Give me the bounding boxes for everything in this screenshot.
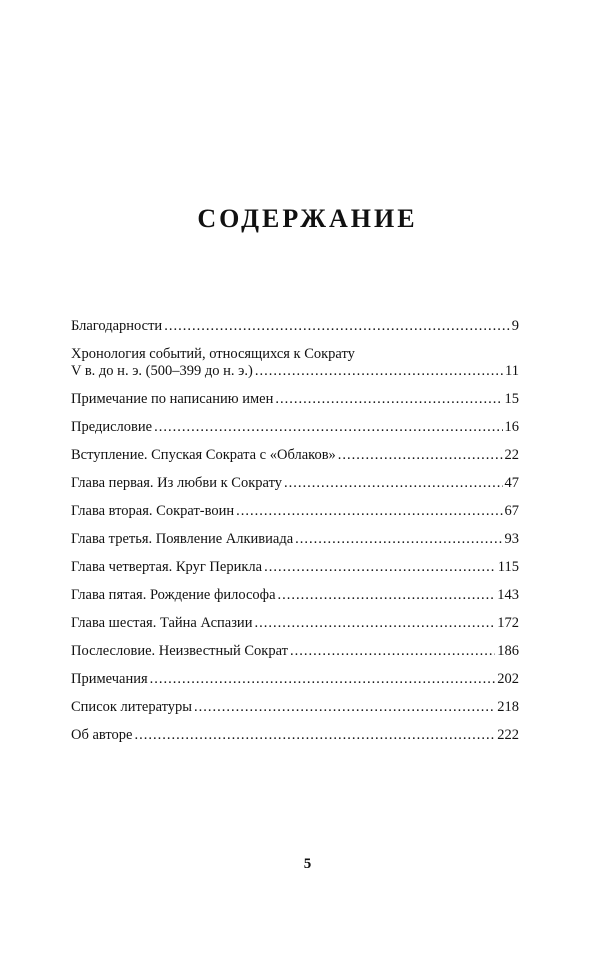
toc-entry-page: 143 [497,587,519,603]
toc-entry [71,475,519,492]
toc-entry-label: Глава первая. Из любви к Сократу [71,475,282,491]
dot-leader [164,318,510,335]
toc-entry [71,419,519,436]
toc-entry-page: 222 [497,727,519,743]
toc-entry-label: Примечание по написанию имен [71,391,274,407]
toc-entry-page: 186 [497,643,519,659]
toc-entry-label: Примечания [71,671,148,687]
toc-entry-label: Глава шестая. Тайна Аспазии [71,615,253,631]
toc-entry [71,447,519,464]
dot-leader [264,559,496,576]
toc-entry-label: Предисловие [71,419,153,435]
toc-entry-label: Глава вторая. Сократ-воин [71,503,235,519]
toc-entry [71,671,519,688]
dot-leader [254,615,495,632]
toc-entry [71,615,519,632]
dot-leader [150,671,496,688]
toc-entry [71,346,519,380]
dot-leader [134,727,495,744]
dot-leader [295,531,502,548]
toc-entry-page: 11 [505,363,519,379]
toc-entry [71,318,519,335]
toc-entry-label: Об авторе [71,727,133,743]
dot-leader [236,503,502,520]
toc-entry [71,643,519,660]
toc-entry-page: 202 [497,671,519,687]
toc-entry [71,727,519,744]
toc-entry [71,391,519,408]
dot-leader [338,447,503,464]
toc-entry [71,587,519,604]
toc-entry-label: V в. до н. э. (500–399 до н. э.) [71,363,253,379]
toc-entry-label-first-line: Хронология событий, относящихся к Сократу [71,346,355,362]
toc-entry-label: Послесловие. Неизвестный Сократ [71,643,288,659]
toc-entry-page: 22 [504,447,519,463]
toc-entry-page: 16 [504,419,519,435]
toc-entry-page: 115 [497,559,519,575]
toc-entry [71,699,519,716]
toc-entry [71,559,519,576]
toc-entry-page: 47 [504,475,519,491]
toc-entry-page: 218 [497,699,519,715]
page-number: 5 [303,856,312,872]
dot-leader [194,699,495,716]
dot-leader [154,419,502,436]
dot-leader [255,363,503,380]
toc-entry [71,503,519,520]
toc-entry-label: Список литературы [71,699,193,715]
page-title: СОДЕРЖАНИЕ [197,204,418,233]
toc-entry-page: 15 [504,391,519,407]
dot-leader [278,587,496,604]
toc-entry [71,531,519,548]
toc-entry-label: Глава третья. Появление Алкивиада [71,531,294,547]
toc-entry-label: Глава четвертая. Круг Перикла [71,559,263,575]
toc-entry-label: Глава пятая. Рождение философа [71,587,276,603]
toc-entry-page: 172 [497,615,519,631]
dot-leader [284,475,503,492]
toc-entry-label: Вступление. Спуская Сократа с «Облаков» [71,447,336,463]
dot-leader [275,391,502,408]
toc-entry-page: 93 [504,531,519,547]
toc-entry-page: 67 [504,503,519,519]
toc-entry-page: 9 [511,318,519,334]
dot-leader [290,643,495,660]
table-of-contents [71,318,519,755]
toc-entry-label: Благодарности [71,318,163,334]
